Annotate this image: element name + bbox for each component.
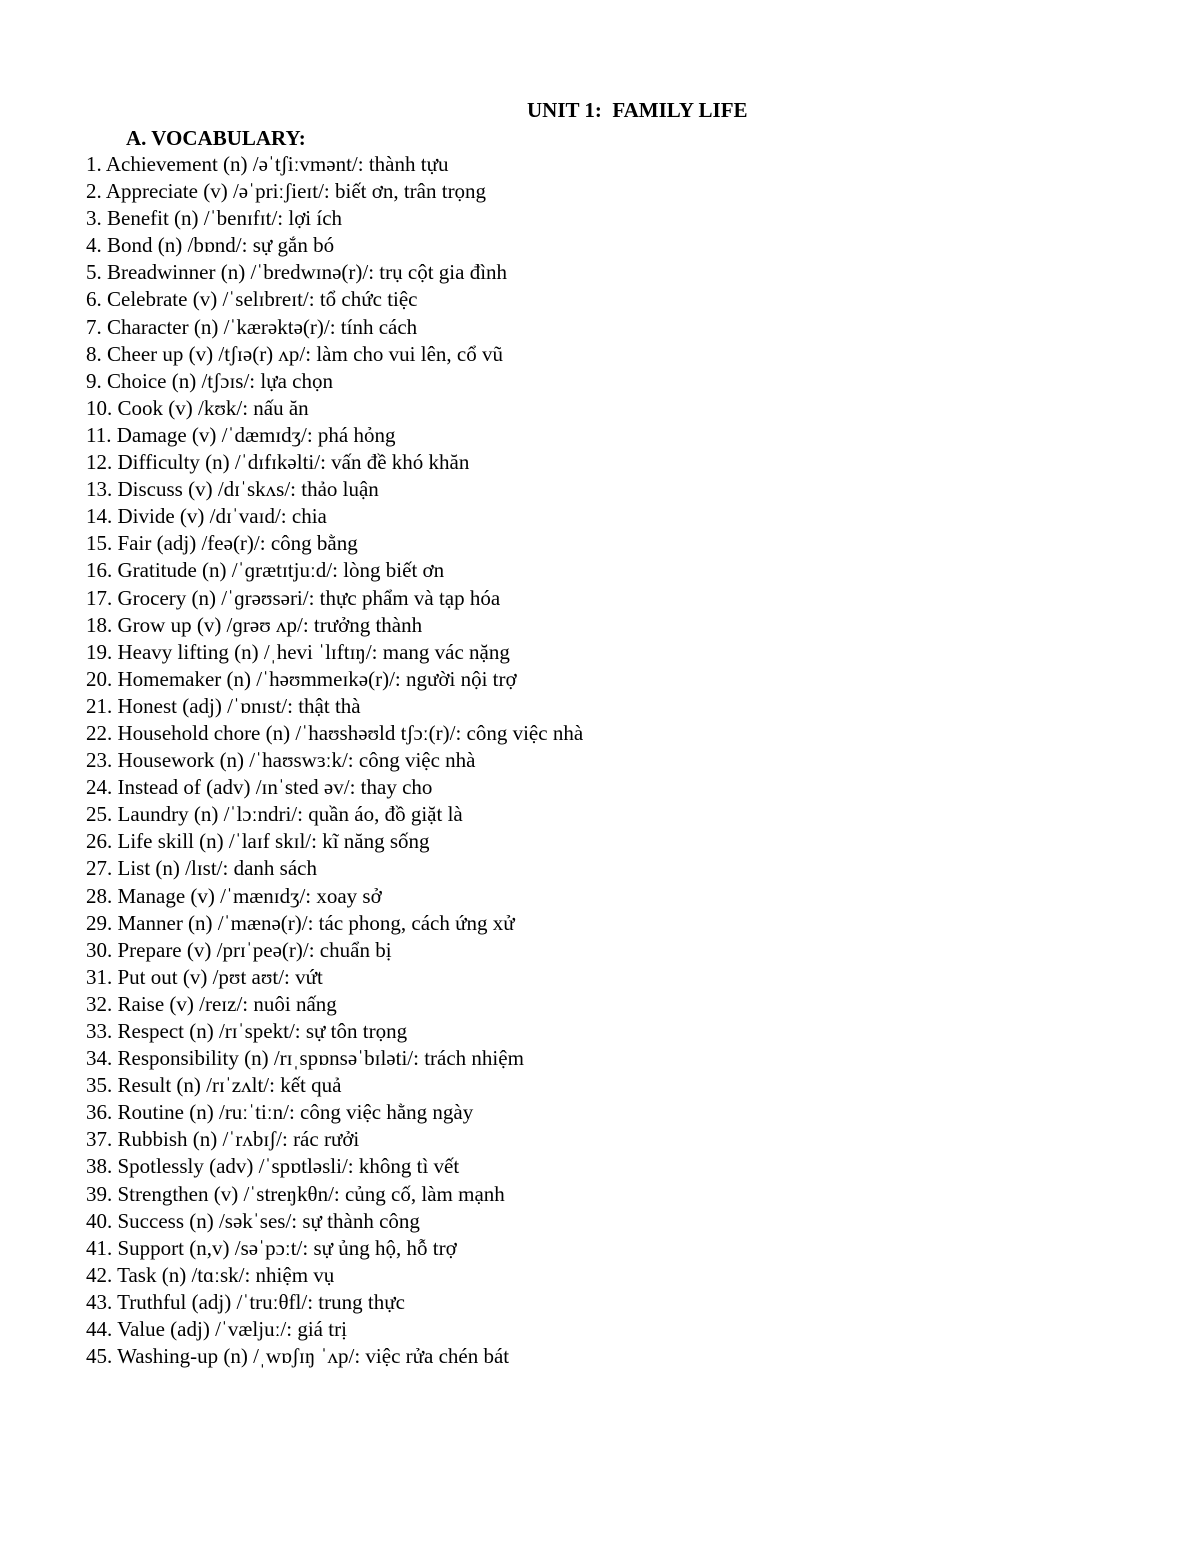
vocabulary-item: 4. Bond (n) /bɒnd/: sự gắn bó [86,233,335,258]
vocabulary-item: 31. Put out (v) /pʊt aʊt/: vứt [86,964,323,989]
vocabulary-item: 3. Benefit (n) /ˈbenɪfɪt/: lợi ích [86,206,343,231]
vocabulary-item: 18. Grow up (v) /ɡrəʊ ʌp/: trưởng thành [86,612,423,637]
vocabulary-item: 37. Rubbish (n) /ˈrʌbɪʃ/: rác rưởi [86,1127,360,1152]
vocabulary-item: 14. Divide (v) /dɪˈvaɪd/: chia [86,504,327,529]
vocabulary-item: 19. Heavy lifting (n) /ˌhevi ˈlɪftɪŋ/: mang vác nặng [86,639,510,664]
vocabulary-item: 30. Prepare (v) /prɪˈpeə(r)/: chuẩn bị [86,937,392,962]
vocabulary-item: 28. Manage (v) /ˈmænɪdʒ/: xoay sở [86,883,382,908]
vocabulary-item: 7. Character (n) /ˈkærəktə(r)/: tính cách [86,314,418,339]
vocabulary-item: 27. List (n) /lɪst/: danh sách [86,856,317,881]
vocabulary-item: 8. Cheer up (v) /tʃɪə(r) ʌp/: làm cho vui lên, cổ vũ [86,341,503,366]
vocabulary-item: 35. Result (n) /rɪˈzʌlt/: kết quả [86,1073,342,1098]
vocabulary-item: 17. Grocery (n) /ˈɡrəʊsəri/: thực phẩm và tạp hóa [86,585,501,610]
vocabulary-item: 42. Task (n) /tɑːsk/: nhiệm vụ [86,1262,335,1287]
vocabulary-item: 1. Achievement (n) /əˈtʃiːvmənt/: thành tựu [86,152,449,176]
vocabulary-item: 32. Raise (v) /reɪz/: nuôi nấng [86,991,337,1016]
vocabulary-item: 26. Life skill (n) /ˈlaɪf skɪl/: kĩ năng sống [86,829,430,854]
vocabulary-item: 5. Breadwinner (n) /ˈbredwɪnə(r)/: trụ cột gia đình [86,260,508,285]
vocabulary-item: 22. Household chore (n) /ˈhaʊshəʊld tʃɔː(r)/: công việc nhà [86,720,584,745]
vocabulary-item: 41. Support (n,v) /səˈpɔːt/: sự ủng hộ, hỗ trợ [86,1235,457,1260]
vocabulary-item: 25. Laundry (n) /ˈlɔːndri/: quần áo, đồ giặt là [86,802,463,827]
vocabulary-item: 34. Responsibility (n) /rɪˌspɒnsəˈbɪləti/: trách nhiệm [86,1046,524,1071]
vocabulary-item: 44. Value (adj) /ˈvæljuː/: giá trị [86,1317,347,1342]
vocabulary-item: 38. Spotlessly (adv) /ˈspɒtləsli/: không tì vết [86,1154,460,1179]
vocabulary-item: 33. Respect (n) /rɪˈspekt/: sự tôn trọng [86,1019,408,1043]
vocabulary-item: 45. Washing-up (n) /ˌwɒʃɪŋ ˈʌp/: việc rửa chén bát [86,1344,510,1369]
vocabulary-item: 39. Strengthen (v) /ˈstreŋkθn/: củng cố, làm mạnh [86,1181,505,1206]
vocabulary-item: 40. Success (n) /səkˈses/: sự thành công [86,1208,420,1233]
vocabulary-item: 12. Difficulty (n) /ˈdɪfɪkəlti/: vấn đề khó khăn [86,450,470,475]
vocabulary-item: 6. Celebrate (v) /ˈselɪbreɪt/: tổ chức tiệc [86,287,418,312]
vocabulary-item: 36. Routine (n) /ruːˈtiːn/: công việc hằng ngày [86,1100,474,1125]
vocabulary-item: 9. Choice (n) /tʃɔɪs/: lựa chọn [86,368,333,393]
vocabulary-item: 43. Truthful (adj) /ˈtruːθfl/: trung thực [86,1289,405,1314]
vocabulary-item: 29. Manner (n) /ˈmænə(r)/: tác phong, cách ứng xử [86,910,515,935]
vocabulary-item: 24. Instead of (adv) /ɪnˈsted əv/: thay cho [86,775,433,800]
vocabulary-item: 21. Honest (adj) /ˈɒnɪst/: thật thà [86,693,361,718]
section-heading: A. VOCABULARY: [126,126,306,150]
vocabulary-item: 10. Cook (v) /kʊk/: nấu ăn [86,395,309,420]
vocabulary-item: 16. Gratitude (n) /ˈɡrætɪtjuːd/: lòng biết ơn [86,558,445,583]
vocabulary-item: 2. Appreciate (v) /əˈpriːʃieɪt/: biết ơn, trân trọng [86,179,487,204]
vocabulary-item: 20. Homemaker (n) /ˈhəʊmmeɪkə(r)/: người nội trợ [86,666,517,691]
vocabulary-list [86,151,583,1370]
vocabulary-item: 23. Housework (n) /ˈhaʊswɜːk/: công việc nhà [86,748,476,773]
vocabulary-item: 13. Discuss (v) /dɪˈskʌs/: thảo luận [86,477,379,502]
vocabulary-item: 11. Damage (v) /ˈdæmɪdʒ/: phá hỏng [86,422,396,447]
unit-title: UNIT 1: FAMILY LIFE [527,98,748,122]
vocabulary-item: 15. Fair (adj) /feə(r)/: công bằng [86,531,358,556]
